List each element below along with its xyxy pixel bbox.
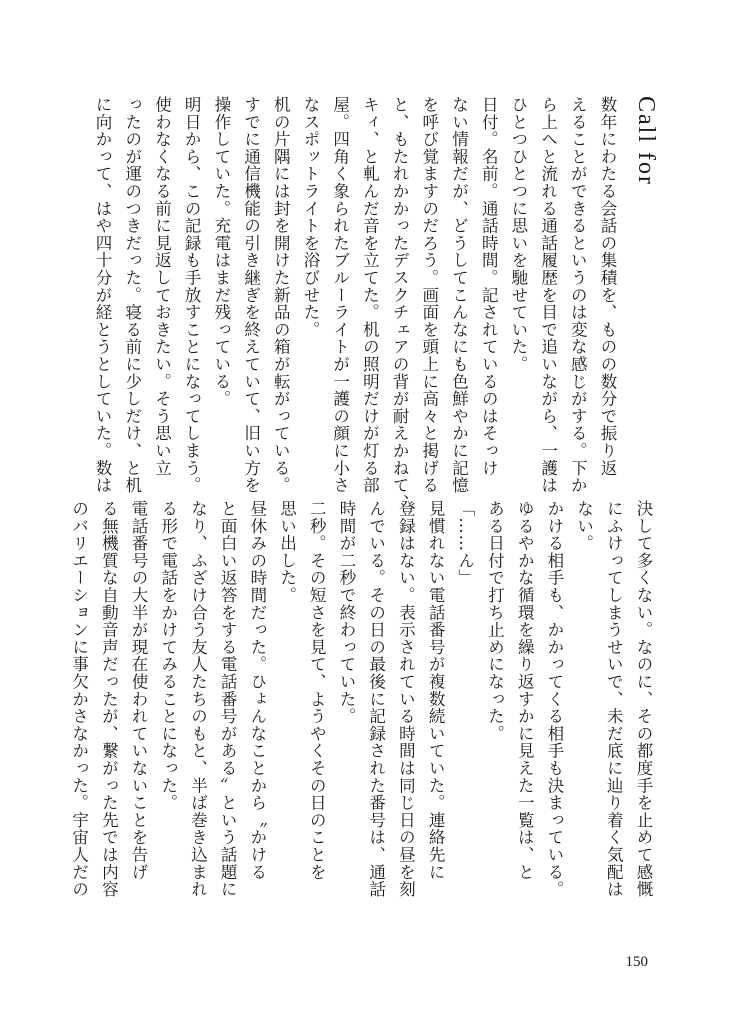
text-column: ない情報だが、どうしてこんなにも色鮮やかに記憶 <box>449 96 469 494</box>
text-column: えることができるというのは変な感じがする。下か <box>568 96 588 494</box>
text-column: なスポットライトを浴びせた。 <box>300 96 320 339</box>
text-column: ゆるやかな循環を繰り返すかに見えた一覧は、と <box>515 500 535 881</box>
text-column: ら上へと流れる通話履歴を目で追いながら、一護は <box>538 96 558 494</box>
text-column: と面白い返答をする電話番号がある〟という話題に <box>218 500 238 898</box>
text-column: 決して多くない。なのに、その都度手を止めて感慨 <box>634 500 653 898</box>
text-column: と、もたれかかったデスクチェアの背が耐えかねて、 <box>390 96 410 512</box>
text-column: 使わなくなる前に見返しておきたい。そう思い立 <box>152 96 172 477</box>
text-column: に向かって、はや四十分が経とうとしていた。数は <box>93 96 113 494</box>
text-column: 時間が二秒で終わっていた。 <box>336 500 356 725</box>
text-column: を呼び覚ますのだろう。画面を頭上に高々と掲げる <box>419 96 439 494</box>
text-column: 登録はない。表示されている時間は同じ日の昼を刻 <box>396 500 416 898</box>
text-column: ある日付で打ち止めになった。 <box>485 500 505 743</box>
text-column: かける相手も、かかってくる相手も決まっている。 <box>544 500 564 898</box>
text-column: る無機質な自動音声だったが、繋がった先では内容 <box>99 500 119 898</box>
text-column: 「……ん」 <box>455 500 475 587</box>
text-column: 電話番号の大半が現在使われていないことを告げ <box>129 500 149 881</box>
text-column: なり、ふざけ合う友人たちのもと、半ば巻き込まれ <box>188 500 208 898</box>
text-column: 昼休みの時間だった。ひょんなことから〝かける <box>247 500 267 881</box>
text-column: キィ、と軋んだ音を立てた。机の照明だけが灯る部 <box>360 96 380 494</box>
text-column: る形で電話をかけてみることになった。 <box>158 500 178 812</box>
text-column: すでに通信機能の引き継ぎを終えていて、旧い方を <box>241 96 261 494</box>
text-column: 日付。名前。通話時間。記されているのはそっけ <box>479 96 499 477</box>
text-column: 思い出した。 <box>277 500 297 604</box>
text-column: 屋。四角く象られたブルーライトが一護の顔に小さ <box>330 96 350 494</box>
text-block-top <box>87 96 622 512</box>
text-column: のバリエーションに事欠かさなかった。宇宙人だの <box>69 500 89 898</box>
page-number: 150 <box>625 954 648 970</box>
text-column: 操作していた。充電はまだ残っている。 <box>211 96 231 408</box>
text-column: 二秒。その短さを見て、ようやくその日のことを <box>307 500 327 881</box>
text-column: 見慣れない電話番号が複数続いていた。連絡先に <box>426 500 446 881</box>
text-column: んでいる。その日の最後に記録された番号は、通話 <box>366 500 386 898</box>
text-column: 数年にわたる会話の集積を、ものの数分で振り返 <box>598 96 617 477</box>
text-column: ない。 <box>574 500 594 552</box>
text-column: ひとつひとつに思いを馳せていた。 <box>508 96 528 373</box>
text-block-bottom <box>64 500 658 898</box>
text-column: 明日から、この記録も手放すことになってしまう。 <box>182 96 202 494</box>
chapter-title: Call for <box>633 96 659 186</box>
text-column: にふけってしまうせいで、未だ底に辿り着く気配は <box>604 500 624 898</box>
text-column: ったのが運のつきだった。寝る前に少しだけ、と机 <box>122 96 142 494</box>
text-column: 机の片隅には封を開けた新品の箱が転がっている。 <box>271 96 291 494</box>
